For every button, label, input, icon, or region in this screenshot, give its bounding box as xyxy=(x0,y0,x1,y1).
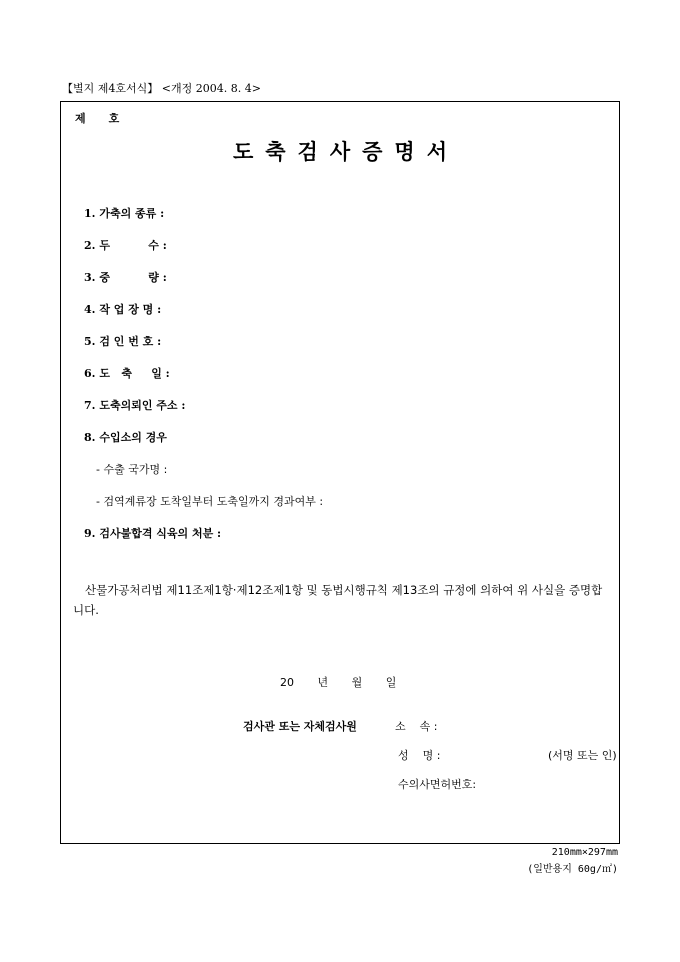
item-slaughter-date: 6. 도 축 일 : xyxy=(84,367,170,380)
signer-role: 검사관 또는 자체검사원 xyxy=(243,720,357,733)
date-line: 20 년 월 일 xyxy=(280,676,397,689)
paper-spec: (일반용지 60g/㎡) xyxy=(527,864,618,875)
item-head-count: 2. 두 수 : xyxy=(84,239,167,252)
sub-quarantine-elapsed: - 검역계류장 도착일부터 도축일까지 경과여부 : xyxy=(96,495,324,508)
signer-seal-label: (서명 또는 인) xyxy=(548,749,617,762)
document-title: 도축검사증명서 xyxy=(232,139,459,164)
item-client-address: 7. 도축의뢰인 주소 : xyxy=(84,399,186,412)
item-weight: 3. 중 량 : xyxy=(84,271,167,284)
item-livestock-type: 1. 가축의 종류 : xyxy=(84,207,165,220)
signer-license-label: 수의사면허번호: xyxy=(398,778,477,791)
item-stamp-number: 5. 검 인 번 호 : xyxy=(84,335,162,348)
item-import-case: 8. 수입소의 경우 xyxy=(84,431,167,444)
document-number: 제 호 xyxy=(75,112,120,125)
paper-size: 210mm×297mm xyxy=(551,847,618,858)
sub-export-country: - 수출 국가명 : xyxy=(96,463,168,476)
signer-name-label: 성 명 : xyxy=(398,749,441,762)
form-header: 【별지 제4호서식】 <개정 2004. 8. 4> xyxy=(62,82,261,95)
item-workplace-name: 4. 작 업 장 명 : xyxy=(84,303,162,316)
certification-statement: 산물가공처리법 제11조제1항·제12조제1항 및 동법시행규칙 제13조의 규정에 의하여 위 사실을 증명합니다. xyxy=(73,583,603,617)
item-rejected-meat-disposal: 9. 검사불합격 식육의 처분 : xyxy=(84,527,222,540)
signer-affiliation-label: 소 속 : xyxy=(395,720,438,733)
